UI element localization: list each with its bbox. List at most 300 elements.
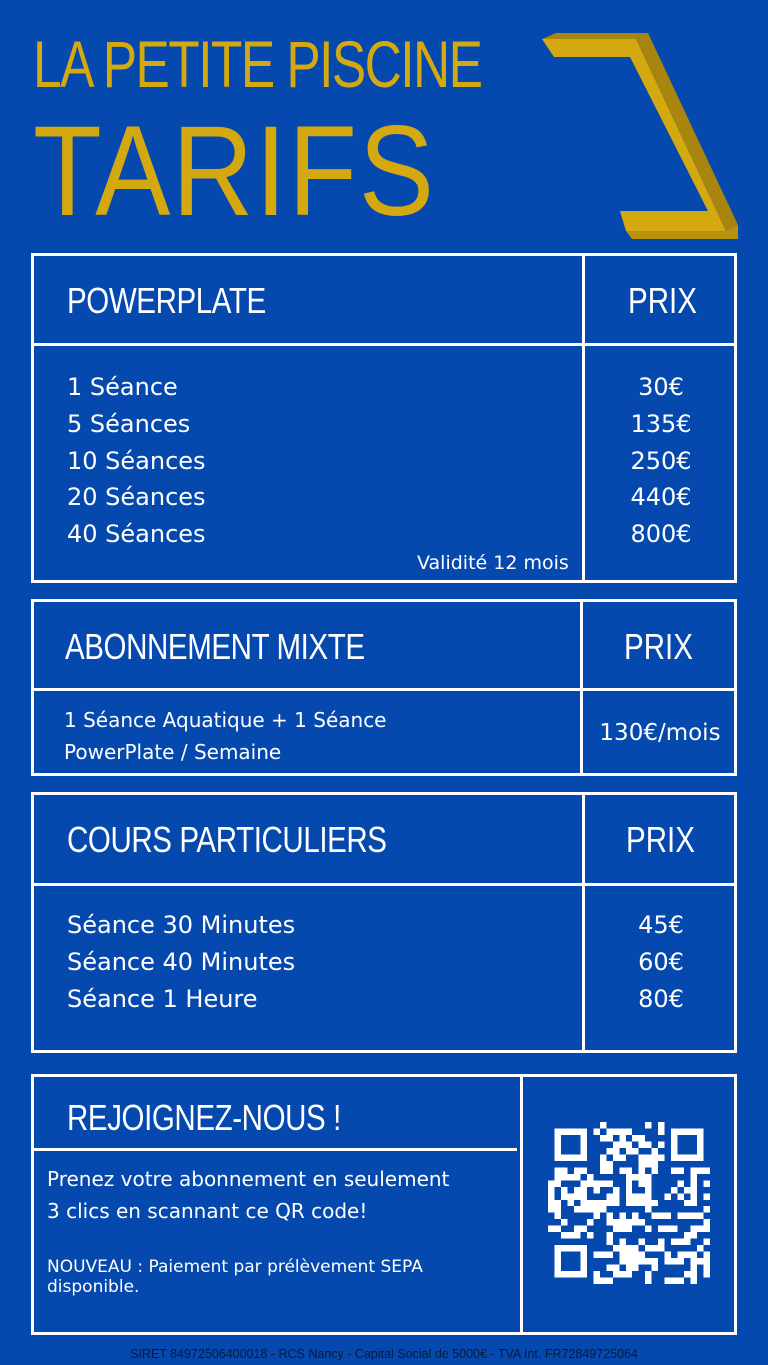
qr-module [606, 1122, 612, 1128]
qr-module [645, 1252, 651, 1258]
qr-module [704, 1154, 710, 1160]
qr-module [678, 1206, 684, 1212]
qr-module [652, 1206, 658, 1212]
qr-module [639, 1206, 645, 1212]
qr-module [600, 1271, 606, 1277]
qr-module [587, 1148, 593, 1154]
qr-module [606, 1141, 612, 1147]
qr-module [671, 1213, 677, 1219]
qr-module [645, 1167, 651, 1173]
qr-module [639, 1232, 645, 1238]
qr-module [606, 1245, 612, 1251]
qr-module [665, 1128, 671, 1134]
qr-module [600, 1258, 606, 1264]
qr-module [704, 1161, 710, 1167]
qr-module [574, 1135, 580, 1141]
qr-module [580, 1219, 586, 1225]
price-value: 60€ [638, 947, 684, 976]
qr-module [554, 1219, 560, 1225]
qr-module [587, 1193, 593, 1199]
qr-code-icon[interactable] [548, 1122, 710, 1284]
qr-module [561, 1180, 567, 1186]
qr-module [593, 1226, 599, 1232]
qr-module [652, 1122, 658, 1128]
qr-module [652, 1271, 658, 1277]
qr-module [658, 1206, 664, 1212]
qr-module [639, 1265, 645, 1271]
qr-module [587, 1252, 593, 1258]
qr-module [684, 1161, 690, 1167]
qr-module [704, 1213, 710, 1219]
qr-module [587, 1239, 593, 1245]
qr-module [561, 1265, 567, 1271]
qr-module [665, 1141, 671, 1147]
qr-module [548, 1239, 554, 1245]
qr-module [678, 1135, 684, 1141]
qr-module [652, 1187, 658, 1193]
qr-module [639, 1122, 645, 1128]
qr-module [548, 1219, 554, 1225]
qr-module [548, 1232, 554, 1238]
qr-module [658, 1135, 664, 1141]
column-divider [520, 1077, 523, 1332]
mixte-price: 130€/mois [599, 720, 721, 746]
qr-module [561, 1226, 567, 1232]
qr-module [606, 1206, 612, 1212]
qr-module [567, 1206, 573, 1212]
list-item: Séance 40 Minutes [67, 947, 296, 976]
qr-module [574, 1122, 580, 1128]
qr-module [619, 1187, 625, 1193]
qr-module [567, 1213, 573, 1219]
qr-module [665, 1180, 671, 1186]
qr-module [567, 1219, 573, 1225]
qr-module [645, 1213, 651, 1219]
qr-module [658, 1187, 664, 1193]
qr-module [587, 1141, 593, 1147]
qr-module [593, 1148, 599, 1154]
qr-module [574, 1161, 580, 1167]
legal-footer: SIRET 84972506400018 - RCS Nancy - Capital Social de 5000€ - TVA Int. FR72849725064 [130, 1347, 638, 1361]
qr-module [665, 1148, 671, 1154]
qr-module [671, 1122, 677, 1128]
qr-module [567, 1180, 573, 1186]
qr-module [691, 1122, 697, 1128]
mixte-price-heading: PRIX [624, 626, 693, 667]
qr-module [554, 1187, 560, 1193]
qr-module [632, 1128, 638, 1134]
qr-module [593, 1174, 599, 1180]
qr-module [684, 1148, 690, 1154]
sepa-note [47, 1257, 423, 1297]
qr-module [554, 1122, 560, 1128]
qr-module [678, 1232, 684, 1238]
qr-module [561, 1206, 567, 1212]
qr-module [632, 1278, 638, 1284]
qr-module [684, 1135, 690, 1141]
qr-module [645, 1219, 651, 1225]
qr-module [567, 1252, 573, 1258]
qr-module [593, 1258, 599, 1264]
qr-module [684, 1141, 690, 1147]
qr-module [593, 1239, 599, 1245]
qr-module [613, 1161, 619, 1167]
qr-module [548, 1245, 554, 1251]
qr-module [684, 1174, 690, 1180]
qr-module [684, 1219, 690, 1225]
qr-module [678, 1271, 684, 1277]
qr-module [613, 1278, 619, 1284]
qr-module [567, 1239, 573, 1245]
price-value: 135€ [630, 409, 692, 438]
qr-module [704, 1278, 710, 1284]
qr-module [567, 1141, 573, 1147]
qr-module [697, 1174, 703, 1180]
qr-module [639, 1271, 645, 1277]
qr-module [561, 1252, 567, 1258]
qr-module [548, 1122, 554, 1128]
qr-module [587, 1187, 593, 1193]
qr-module [632, 1154, 638, 1160]
qr-module [554, 1232, 560, 1238]
row-divider [34, 1148, 517, 1151]
mixte-line-1: 1 Séance Aquatique + 1 Séance [64, 708, 387, 732]
join-text-line-1: Prenez votre abonnement en seulement [47, 1167, 450, 1191]
qr-module [665, 1200, 671, 1206]
qr-module [567, 1258, 573, 1264]
qr-module [600, 1239, 606, 1245]
qr-module [704, 1200, 710, 1206]
price-value: 45€ [638, 911, 684, 939]
qr-module [574, 1258, 580, 1264]
qr-module [567, 1187, 573, 1193]
qr-module [561, 1213, 567, 1219]
qr-module [678, 1200, 684, 1206]
qr-module [593, 1122, 599, 1128]
qr-module [665, 1245, 671, 1251]
qr-module [665, 1154, 671, 1160]
qr-module [554, 1239, 560, 1245]
qr-module [613, 1252, 619, 1258]
qr-module [632, 1271, 638, 1277]
row-divider [34, 688, 734, 691]
qr-module [697, 1232, 703, 1238]
qr-module [671, 1174, 677, 1180]
qr-module [548, 1128, 554, 1134]
qr-module [593, 1245, 599, 1251]
qr-module [658, 1167, 664, 1173]
qr-module [632, 1206, 638, 1212]
qr-module [678, 1187, 684, 1193]
qr-module [600, 1232, 606, 1238]
qr-module [593, 1135, 599, 1141]
qr-module [561, 1161, 567, 1167]
qr-module [697, 1206, 703, 1212]
qr-module [671, 1206, 677, 1212]
qr-module [626, 1278, 632, 1284]
qr-module [645, 1265, 651, 1271]
cours-table [31, 792, 737, 1053]
qr-module [658, 1252, 664, 1258]
qr-module [658, 1232, 664, 1238]
qr-module [678, 1226, 684, 1232]
qr-module [548, 1252, 554, 1258]
qr-module [652, 1180, 658, 1186]
qr-module [678, 1245, 684, 1251]
qr-module [671, 1245, 677, 1251]
qr-module [548, 1148, 554, 1154]
qr-module [652, 1135, 658, 1141]
qr-module [587, 1278, 593, 1284]
qr-module [632, 1187, 638, 1193]
qr-module [671, 1193, 677, 1199]
qr-module [561, 1239, 567, 1245]
qr-module [691, 1148, 697, 1154]
qr-module [606, 1226, 612, 1232]
qr-module [671, 1265, 677, 1271]
powerplate-table [31, 253, 737, 583]
qr-module [697, 1265, 703, 1271]
qr-module [697, 1161, 703, 1167]
qr-module [697, 1271, 703, 1277]
qr-module [704, 1148, 710, 1154]
qr-module [691, 1141, 697, 1147]
qr-module [697, 1187, 703, 1193]
qr-module [626, 1161, 632, 1167]
qr-module [626, 1239, 632, 1245]
qr-module [561, 1258, 567, 1264]
qr-module [561, 1141, 567, 1147]
page-title: TARIFS [33, 100, 436, 243]
qr-module [613, 1167, 619, 1173]
sepa-note-line-2: disponible. [47, 1277, 140, 1297]
qr-module [548, 1154, 554, 1160]
qr-module [613, 1232, 619, 1238]
qr-module [619, 1193, 625, 1199]
qr-module [665, 1135, 671, 1141]
qr-module [632, 1180, 638, 1186]
qr-module [684, 1258, 690, 1264]
join-heading: REJOIGNEZ-NOUS ! [67, 1097, 341, 1138]
qr-module [554, 1278, 560, 1284]
qr-module [606, 1174, 612, 1180]
qr-module [704, 1122, 710, 1128]
row-divider [34, 883, 734, 886]
qr-module [684, 1226, 690, 1232]
qr-module [678, 1161, 684, 1167]
qr-module [678, 1141, 684, 1147]
qr-module [645, 1135, 651, 1141]
qr-module [652, 1252, 658, 1258]
qr-module [593, 1141, 599, 1147]
price-value: 440€ [630, 483, 692, 512]
qr-module [600, 1245, 606, 1251]
qr-module [606, 1154, 612, 1160]
qr-module [671, 1200, 677, 1206]
qr-module [554, 1161, 560, 1167]
qr-module [639, 1148, 645, 1154]
qr-module [697, 1200, 703, 1206]
qr-module [567, 1148, 573, 1154]
qr-module [652, 1226, 658, 1232]
qr-module [626, 1213, 632, 1219]
qr-module [678, 1219, 684, 1225]
qr-module [704, 1232, 710, 1238]
qr-module [665, 1271, 671, 1277]
qr-module [691, 1135, 697, 1141]
qr-module [567, 1167, 573, 1173]
qr-module [665, 1239, 671, 1245]
qr-module [587, 1213, 593, 1219]
qr-module [639, 1213, 645, 1219]
qr-module [684, 1122, 690, 1128]
qr-module [567, 1161, 573, 1167]
qr-module [684, 1180, 690, 1186]
qr-module [626, 1154, 632, 1160]
qr-module [697, 1122, 703, 1128]
qr-module [684, 1206, 690, 1212]
qr-module [665, 1219, 671, 1225]
qr-module [678, 1265, 684, 1271]
qr-module [613, 1174, 619, 1180]
qr-module [567, 1135, 573, 1141]
qr-module [619, 1278, 625, 1284]
qr-module [593, 1219, 599, 1225]
qr-module [671, 1180, 677, 1186]
qr-module [600, 1187, 606, 1193]
qr-module [626, 1206, 632, 1212]
qr-module [600, 1174, 606, 1180]
qr-module [606, 1271, 612, 1277]
qr-module [574, 1219, 580, 1225]
join-text [47, 1163, 449, 1227]
qr-module [619, 1161, 625, 1167]
qr-module [587, 1245, 593, 1251]
pool-logo-icon [538, 33, 744, 241]
qr-module [652, 1239, 658, 1245]
qr-module [580, 1278, 586, 1284]
qr-module [574, 1213, 580, 1219]
qr-module [548, 1258, 554, 1264]
qr-module [587, 1167, 593, 1173]
qr-module [652, 1141, 658, 1147]
mixte-line-2: PowerPlate / Semaine [64, 740, 282, 764]
qr-module [613, 1213, 619, 1219]
qr-module [600, 1128, 606, 1134]
qr-module [632, 1226, 638, 1232]
cours-list [67, 907, 295, 1017]
qr-module [619, 1174, 625, 1180]
qr-module [600, 1148, 606, 1154]
qr-module [574, 1265, 580, 1271]
qr-module [665, 1167, 671, 1173]
qr-module [587, 1128, 593, 1134]
brand-name: LA PETITE PISCINE [33, 27, 482, 101]
row-divider [34, 343, 734, 346]
qr-module [561, 1278, 567, 1284]
qr-module [639, 1245, 645, 1251]
qr-module [665, 1187, 671, 1193]
qr-module [684, 1167, 690, 1173]
qr-module [600, 1193, 606, 1199]
qr-module [600, 1213, 606, 1219]
qr-module [658, 1258, 664, 1264]
qr-module [652, 1128, 658, 1134]
qr-module [697, 1239, 703, 1245]
cours-heading: COURS PARTICULIERS [67, 819, 387, 860]
powerplate-heading: POWERPLATE [67, 280, 266, 321]
qr-module [704, 1141, 710, 1147]
qr-module [639, 1226, 645, 1232]
qr-module [704, 1128, 710, 1134]
qr-module [645, 1148, 651, 1154]
qr-module [613, 1206, 619, 1212]
qr-module [613, 1258, 619, 1264]
qr-module [587, 1161, 593, 1167]
qr-module [561, 1135, 567, 1141]
qr-module [632, 1122, 638, 1128]
qr-module [567, 1278, 573, 1284]
qr-module [652, 1278, 658, 1284]
qr-module [548, 1141, 554, 1147]
qr-module [658, 1161, 664, 1167]
qr-module [561, 1148, 567, 1154]
qr-module [704, 1187, 710, 1193]
qr-module [665, 1174, 671, 1180]
qr-module [645, 1232, 651, 1238]
qr-module [704, 1174, 710, 1180]
qr-module [691, 1219, 697, 1225]
qr-module [632, 1167, 638, 1173]
qr-module [606, 1258, 612, 1264]
qr-module [645, 1128, 651, 1134]
qr-module [678, 1174, 684, 1180]
qr-module [567, 1226, 573, 1232]
mixte-description [64, 704, 387, 768]
qr-module [580, 1239, 586, 1245]
powerplate-list [67, 369, 206, 553]
qr-module [587, 1271, 593, 1277]
mixte-table [31, 599, 737, 776]
qr-module [619, 1122, 625, 1128]
qr-module [580, 1213, 586, 1219]
list-item: 10 Séances [67, 446, 206, 475]
qr-module [665, 1161, 671, 1167]
qr-module [587, 1265, 593, 1271]
qr-module [567, 1122, 573, 1128]
qr-module [626, 1122, 632, 1128]
qr-module [671, 1161, 677, 1167]
qr-module [691, 1239, 697, 1245]
price-value: 800€ [630, 520, 692, 549]
validity-note: Validité 12 mois [417, 552, 569, 574]
qr-module [548, 1213, 554, 1219]
qr-module [574, 1278, 580, 1284]
qr-module [600, 1265, 606, 1271]
qr-module [606, 1187, 612, 1193]
qr-module [671, 1252, 677, 1258]
qr-module [665, 1265, 671, 1271]
qr-module [671, 1271, 677, 1277]
qr-module [587, 1258, 593, 1264]
qr-module [691, 1161, 697, 1167]
qr-module [574, 1180, 580, 1186]
qr-module [632, 1161, 638, 1167]
qr-module [652, 1219, 658, 1225]
powerplate-prices [585, 369, 737, 553]
price-value: 250€ [630, 446, 692, 475]
qr-module [684, 1193, 690, 1199]
